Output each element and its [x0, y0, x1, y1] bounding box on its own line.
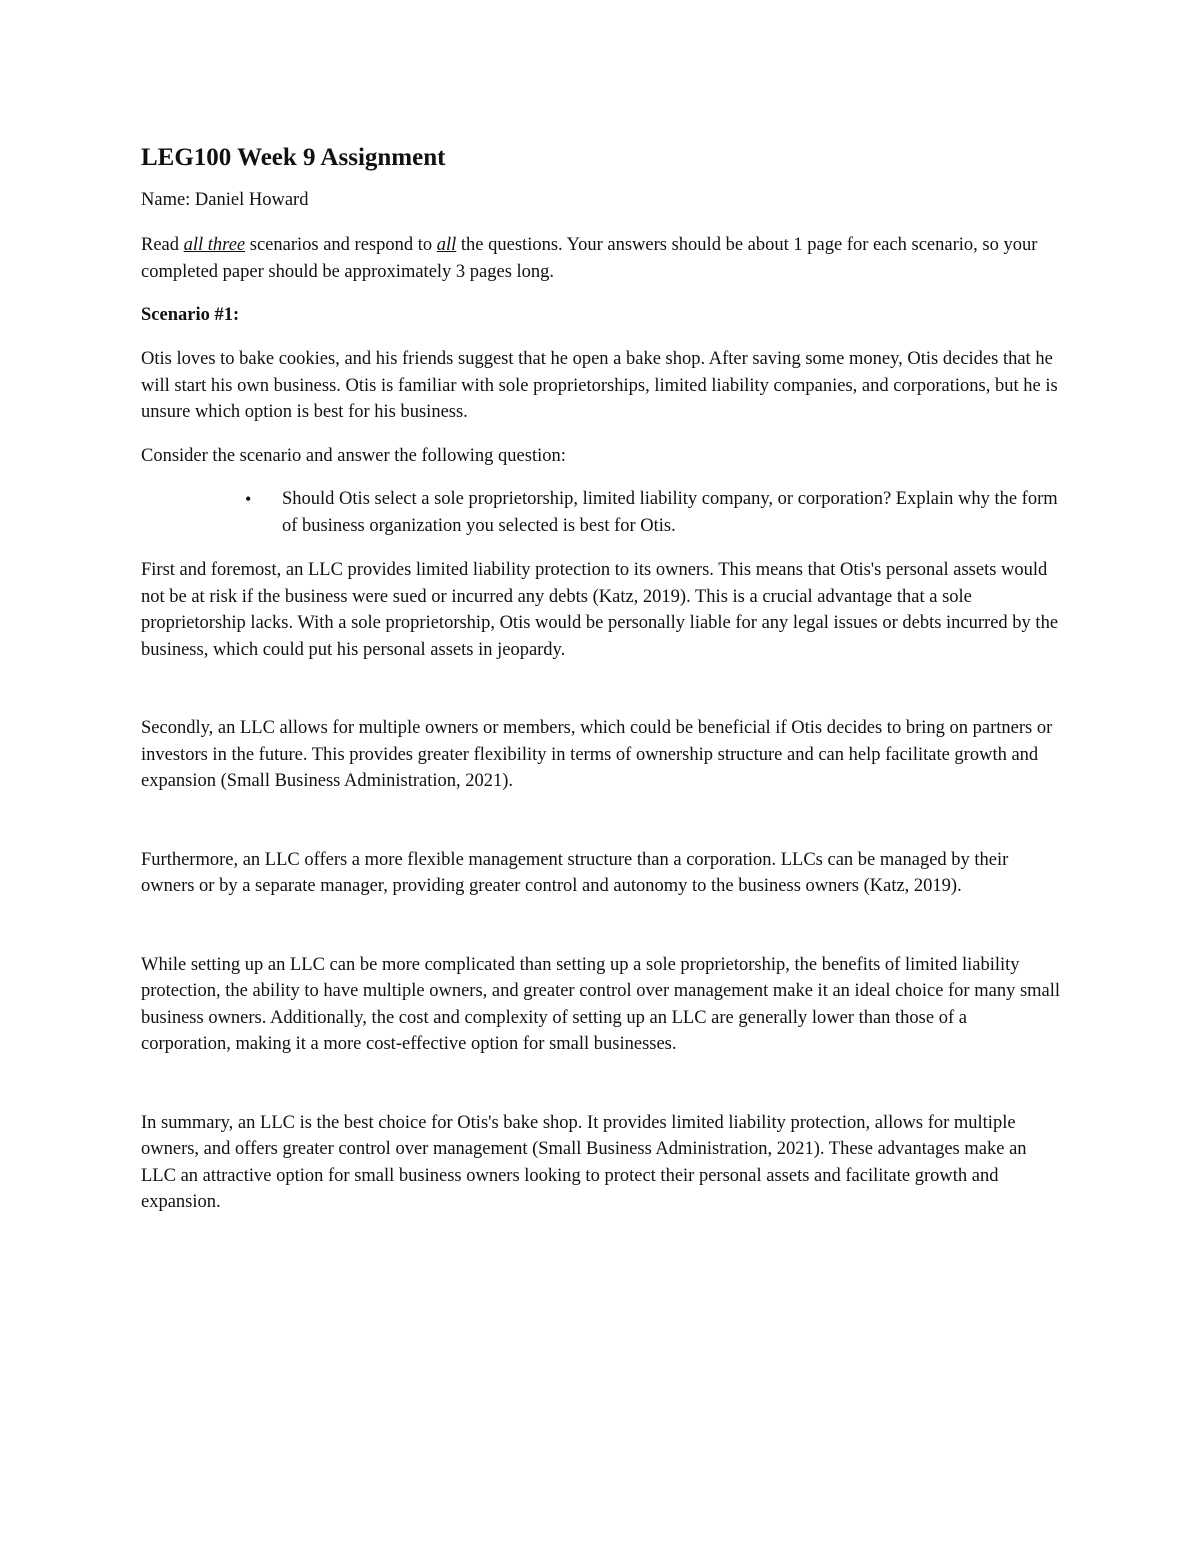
- question-intro: Consider the scenario and answer the following question:: [141, 445, 566, 466]
- question-bullet-item: [141, 486, 1061, 539]
- instructions-paragraph: [141, 232, 1061, 285]
- instructions-part2: scenarios and respond to: [245, 235, 437, 255]
- answer-paragraph-4: While setting up an LLC can be more complicated than setting up a sole proprietorship, the benefits of limited liability protection, the ability to have multiple owners, and greater control over management make it an ideal choice for many small business owners. Additionally, the cost and complexity of setting up an LLC are generally lower than those of a corporation, making it a more cost-effective option for small businesses.: [141, 954, 1061, 1054]
- scenario-heading: Scenario #1:: [141, 305, 240, 325]
- document-page: [141, 141, 1061, 1233]
- answer-paragraph-5: In summary, an LLC is the best choice for Otis's bake shop. It provides limited liability protection, allows for multiple owners, and offers greater control over management (Small Business Administration, 2021). These advantages make an LLC an attractive option for small business owners looking to protect their personal assets and facilitate growth and expansion.: [141, 1112, 1027, 1212]
- scenario-paragraph: Otis loves to bake cookies, and his friends suggest that he open a bake shop. After saving some money, Otis decides that he will start his own business. Otis is familiar with sole proprietorships, limited liability companies, and corporations, but he is unsure which option is best for his business.: [141, 349, 1058, 422]
- question-text: Should Otis select a sole proprietorship, limited liability company, or corporation? Explain why the form of business organization you selected is best for Otis.: [282, 489, 1058, 536]
- document-title: LEG100 Week 9 Assignment: [141, 144, 446, 171]
- instructions-emphasis-all-three: all three: [183, 235, 246, 255]
- instructions-part1: Read: [141, 235, 184, 255]
- answer-paragraph-2: Secondly, an LLC allows for multiple owners or members, which could be beneficial if Otis decides to bring on partners or investors in the future. This provides greater flexibility in terms of ownership structure and can help facilitate growth and expansion (Small Business Administration, 2021).: [141, 718, 1053, 791]
- instructions-part3: the questions. Your answers should be about 1 page for each scenario, so your completed paper should be approximately 3 pages long.: [141, 235, 1038, 282]
- bullet-icon: •: [245, 489, 252, 509]
- answer-paragraph-1: First and foremost, an LLC provides limited liability protection to its owners. This means that Otis's personal assets would not be at risk if the business were sued or incurred any debts (Katz, 2019). This is a crucial advantage that a sole proprietorship lacks. With a sole proprietorship, Otis would be personally liable for any legal issues or debts incurred by the business, which could put his personal assets in jeopardy.: [141, 560, 1059, 660]
- student-name: Name: Daniel Howard: [141, 190, 309, 210]
- instructions-emphasis-all: all: [436, 235, 457, 255]
- answer-paragraph-3: Furthermore, an LLC offers a more flexible management structure than a corporation. LLCs can be managed by their owners or by a separate manager, providing greater control and autonomy to the business owners (Katz, 2019).: [141, 849, 1009, 896]
